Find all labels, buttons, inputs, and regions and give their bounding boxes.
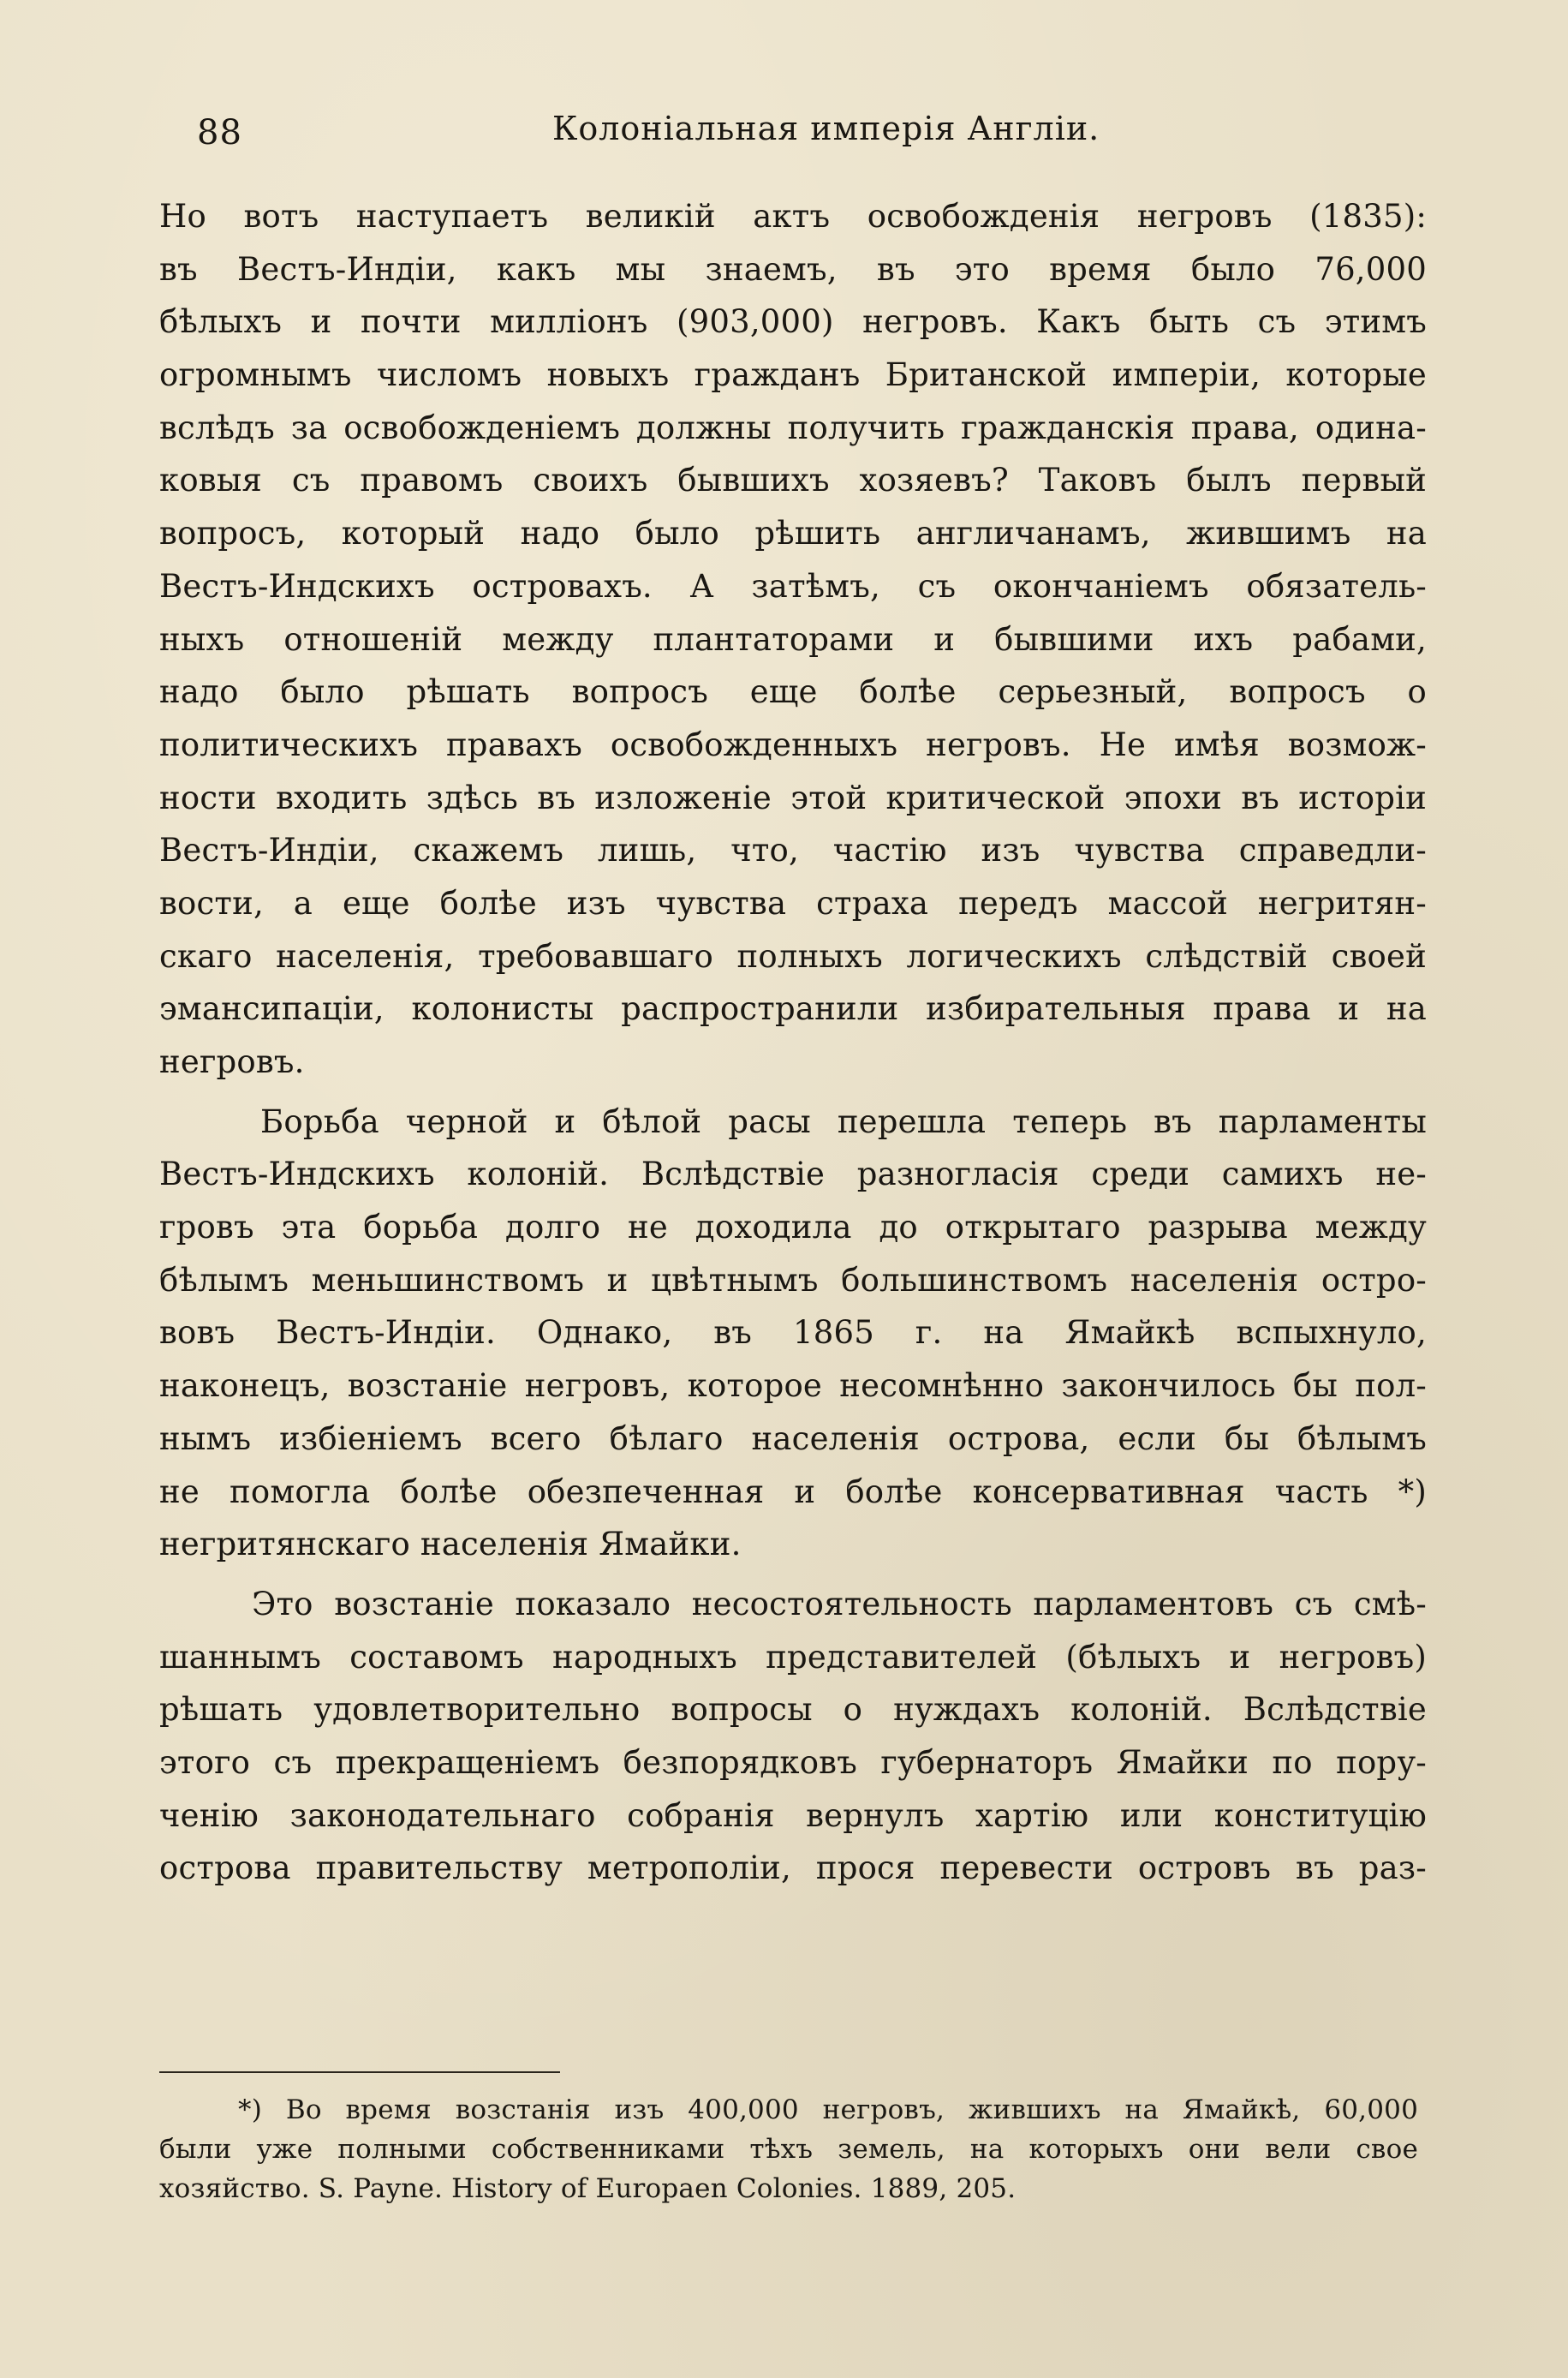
text-line: Это возстаніе показало несостоятельность парламентовъ съ смѣ- (252, 1585, 1427, 1622)
text-line: Вестъ-Индіи, скажемъ лишь, что, частію изъ чувства справедли- (159, 832, 1427, 869)
paragraph-gap (159, 1571, 1427, 1578)
text-line: острова правительству метрополіи, прося перевести островъ въ раз- (159, 1849, 1427, 1887)
footnote-line: *) Во время возстанія изъ 400,000 негровъ, жившихъ на Ямайкѣ, 60,000 (238, 2094, 1418, 2125)
running-title: Колоніальная имперія Англіи. (552, 110, 1100, 147)
text-line: вости, а еще болѣе изъ чувства страха передъ массой негритян- (159, 884, 1427, 922)
text-line: рѣшать удовлетворительно вопросы о нуждахъ колоній. Вслѣдствіе (159, 1691, 1427, 1729)
text-line: надо было рѣшать вопросъ еще болѣе серьезный, вопросъ о (159, 673, 1427, 711)
text-line: политическихъ правахъ освобожденныхъ негровъ. Не имѣя возмож- (159, 726, 1427, 763)
paragraph-2 (159, 1096, 1427, 1571)
text-line: вслѣдъ за освобожденіемъ должны получить гражданскія права, одина- (159, 409, 1427, 446)
text-line: нымъ избіеніемъ всего бѣлаго населенія острова, если бы бѣлымъ (159, 1419, 1427, 1457)
text-line: вовъ Вестъ-Индіи. Однако, въ 1865 г. на Ямайкѣ вспыхнуло, (159, 1314, 1427, 1352)
text-line: ченію законодательнаго собранія вернулъ хартію или конституцію (159, 1796, 1427, 1834)
text-line: гровъ эта борьба долго не доходила до открытаго разрыва между (159, 1209, 1427, 1246)
text-line: наконецъ, возстаніе негровъ, которое несомнѣнно закончилось бы пол- (159, 1367, 1427, 1405)
paragraph-1 (159, 190, 1427, 1089)
main-text (159, 190, 1427, 1895)
footnote-line: были уже полными собственниками тѣхъ земель, на которыхъ они вели свое (159, 2134, 1418, 2165)
page-number: 88 (197, 113, 242, 152)
text-line: скаго населенія, требовавшаго полныхъ логическихъ слѣдствій своей (159, 937, 1427, 975)
text-line: шаннымъ составомъ народныхъ представителей (бѣлыхъ и негровъ) (159, 1638, 1427, 1676)
text-line: бѣлыхъ и почти милліонъ (903,000) негровъ. Какъ быть съ этимъ (159, 303, 1427, 341)
text-line: Вестъ-Индскихъ островахъ. А затѣмъ, съ окончаніемъ обязатель- (159, 567, 1427, 605)
text-line: ковыя съ правомъ своихъ бывшихъ хозяевъ? Таковъ былъ первый (159, 462, 1427, 499)
page-header (197, 101, 1430, 161)
text-line: ности входить здѣсь въ изложеніе этой критической эпохи въ исторіи (159, 779, 1427, 816)
text-line: не помогла болѣе обезпеченная и болѣе консервативная часть *) (159, 1473, 1427, 1510)
text-line: Борьба черной и бѣлой расы перешла теперь въ парламенты (260, 1102, 1427, 1140)
text-line: негритянскаго населенія Ямайки. (159, 1526, 742, 1563)
footnote (159, 2090, 1418, 2208)
text-line: этого съ прекращеніемъ безпорядковъ губернаторъ Ямайки по пору- (159, 1743, 1427, 1781)
footnote-line: хозяйство. S. Payne. History of Europaen Colonies. 1889, 205. (159, 2173, 1017, 2204)
text-line: негровъ. (159, 1043, 305, 1080)
text-line: огромнымъ числомъ новыхъ гражданъ Британской имперіи, которые (159, 356, 1427, 394)
footnote-separator (159, 2071, 560, 2073)
text-line: ныхъ отношеній между плантаторами и бывшими ихъ рабами, (159, 620, 1427, 658)
text-line: Вестъ-Индскихъ колоній. Вслѣдствіе разногласія среди самихъ не- (159, 1156, 1427, 1193)
text-line: въ Вестъ-Индіи, какъ мы знаемъ, въ это время было 76,000 (159, 250, 1427, 288)
text-line: Но вотъ наступаетъ великій актъ освобожденія негровъ (1835): (159, 198, 1427, 235)
text-line: бѣлымъ меньшинствомъ и цвѣтнымъ большинствомъ населенія остро- (159, 1261, 1427, 1299)
text-line: вопросъ, который надо было рѣшить англичанамъ, жившимъ на (159, 515, 1427, 553)
text-line: эмансипаціи, колонисты распространили избирательныя права и на (159, 990, 1427, 1028)
paragraph-3 (159, 1578, 1427, 1895)
paragraph-gap (159, 1089, 1427, 1096)
